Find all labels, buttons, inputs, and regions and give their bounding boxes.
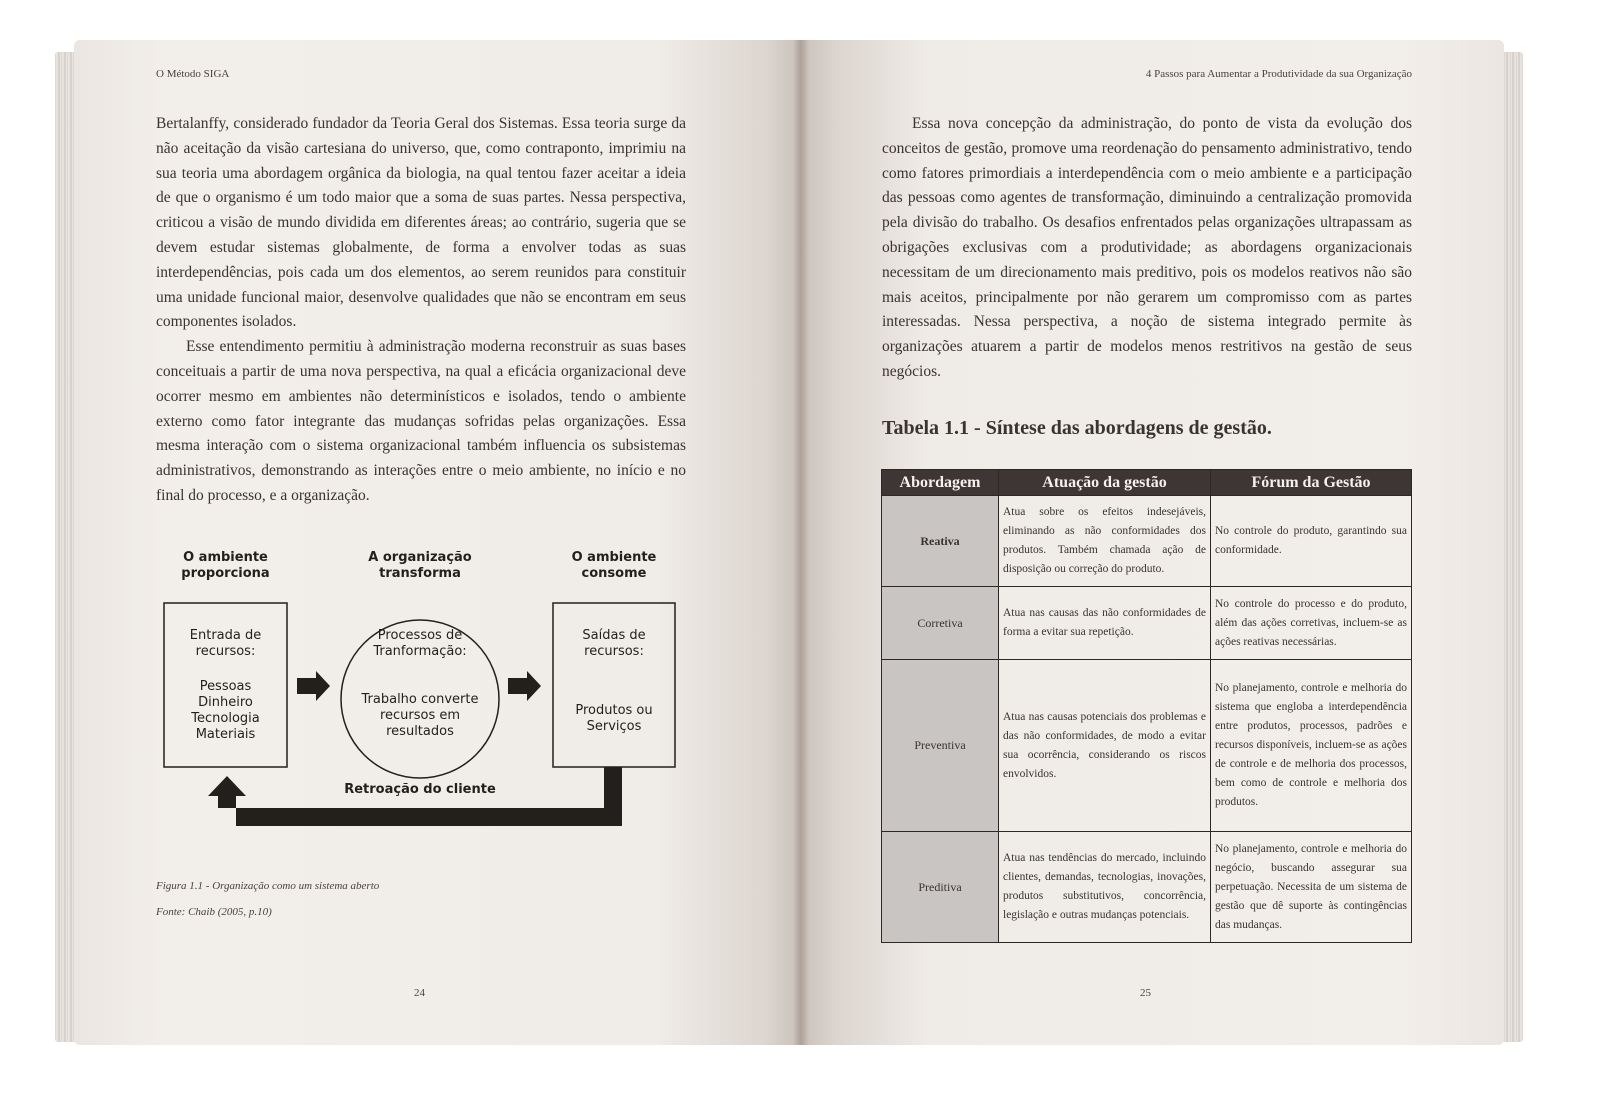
table-row — [882, 832, 1412, 943]
column-header: Fórum da Gestão — [1211, 470, 1412, 496]
figure-source: Fonte: Chaib (2005, p.10) — [156, 906, 272, 918]
arrow-right-icon — [508, 671, 541, 701]
output-body: Produtos ou Serviços — [575, 703, 653, 734]
forum-cell: No controle do produto, garantindo sua conformidade. — [1211, 496, 1412, 587]
heading-environment-provides: O ambiente proporciona — [181, 550, 270, 581]
input-item: Pessoas — [199, 679, 252, 694]
table-title: Tabela 1.1 - Síntese das abordagens de gestão. — [882, 417, 1272, 439]
left-body-text — [156, 112, 686, 509]
approach-cell: Corretiva — [882, 587, 999, 660]
running-head-left: O Método SIGA — [156, 68, 230, 80]
figure-caption: Figura 1.1 - Organização como um sistema aberto — [156, 880, 380, 892]
column-header: Abordagem — [882, 470, 999, 496]
forum-cell: No controle do processo e do produto, além das ações corretivas, incluem-se as ações reativas necessárias. — [1211, 587, 1412, 660]
page-number-right: 25 — [1140, 987, 1151, 999]
book-gutter — [793, 40, 809, 1045]
forum-cell: No planejamento, controle e melhoria do sistema que engloba a interdependência entre produtos, processos, padrões e recursos disponíveis, incluem-se as ações de controle e de melhoria dos processos, bem como de controle e melhoria dos produtos. — [1211, 660, 1412, 832]
approach-cell: Preventiva — [882, 660, 999, 832]
table-row — [882, 660, 1412, 832]
process-title: Processos de Tranformação: — [373, 628, 467, 659]
right-body-text — [882, 112, 1412, 385]
page-number-left: 24 — [414, 987, 425, 999]
input-item: Dinheiro — [198, 695, 253, 710]
input-resources-label: Entrada de recursos: Pessoas Dinheiro Tecnologia Materiais — [164, 628, 287, 743]
column-header: Atuação da gestão — [999, 470, 1211, 496]
arrow-right-icon — [297, 671, 330, 701]
heading-environment-consumes: O ambiente consome — [571, 550, 657, 581]
action-cell: Atua nas causas potenciais dos problemas e das não conformidades, de modo a evitar sua ocorrência, considerando os riscos envolvidos. — [999, 660, 1211, 832]
table-row — [882, 587, 1412, 660]
action-cell: Atua nas causas das não conformidades de forma a evitar sua repetição. — [999, 587, 1211, 660]
forum-cell: No planejamento, controle e melhoria do negócio, buscando assegurar sua perpetuação. Necessita de um sistema de gestão que dê suporte às contingências das mudanças. — [1211, 832, 1412, 943]
running-head-right: 4 Passos para Aumentar a Produtividade da sua Organização — [1145, 68, 1412, 80]
feedback-label: Retroação do cliente — [344, 782, 496, 797]
table-row — [882, 496, 1412, 587]
output-title: Saídas de recursos: — [582, 628, 646, 659]
open-system-diagram — [156, 540, 696, 840]
approach-cell: Preditiva — [882, 832, 999, 943]
input-item: Tecnologia — [191, 711, 260, 726]
approach-cell: Reativa — [882, 496, 999, 587]
paragraph: Bertalanffy, considerado fundador da Teoria Geral dos Sistemas. Essa teoria surge da não aceitação da visão cartesiana do universo, que, como contraponto, imprimiu na sua teoria uma abordagem orgânica da biologia, na qual tentou fazer aceitar a ideia de que o organismo é um todo maior que a soma de suas partes. Nessa perspectiva, criticou a visão de mundo dividida em diferentes áreas; ao contrário, sugeria que se devem estudar sistemas globalmente, de forma a envolver todas as suas interdependências, pois cada um dos elementos, ao serem reunidos para constituir uma unidade funcional maior, desenvolve qualidades que não se encontram em seus componentes isolados. — [156, 115, 686, 331]
table-header-row — [882, 470, 1412, 496]
action-cell: Atua sobre os efeitos indesejáveis, eliminando as não conformidades dos produtos. Também chamada ação de disposição ou correção do produto. — [999, 496, 1211, 587]
action-cell: Atua nas tendências do mercado, incluindo clientes, demandas, tecnologias, inovações, produtos substitutivos, concorrência, legislação e outras mudanças potenciais. — [999, 832, 1211, 943]
paragraph: Essa nova concepção da administração, do ponto de vista da evolução dos conceitos de gestão, promove uma reordenação do pensamento administrativo, tendo como fatores primordiais a interdependência com o meio ambiente e a participação das pessoas como agentes de transformação, diminuindo a centralização promovida pela divisão do trabalho. Os desafios enfrentados pelas organizações ultrapassam as obrigações exclusivas com a produtividade; as abordagens organizacionais necessitam de um direcionamento mais preditivo, pois os modelos reativos não são mais aceitos, principalmente por não gerarem um compromisso com as partes interessadas. Nessa perspectiva, a noção de sistema integrado permite às organizações atuarem a partir de modelos menos restritivos na gestão de seus negócios. — [882, 115, 1412, 380]
input-item: Materiais — [195, 727, 256, 742]
management-approaches-table — [881, 469, 1412, 943]
process-body: Trabalho converte recursos em resultados — [361, 692, 479, 739]
paragraph: Esse entendimento permitiu à administração moderna reconstruir as suas bases conceituais a partir de uma nova perspectiva, na qual a eficácia organizacional deve ocorrer mesmo em ambientes não determinísticos e isolados, tendo o ambiente externo como fator integrante das mudanças sofridas pelas organizações. Essa mesma interação com o sistema organizacional também influencia os subsistemas administrativos, demonstrando as interações entre o meio ambiente, no início e no final do processo, e a organização. — [156, 338, 686, 504]
heading-organization-transforms: A organização transforma — [368, 550, 472, 581]
